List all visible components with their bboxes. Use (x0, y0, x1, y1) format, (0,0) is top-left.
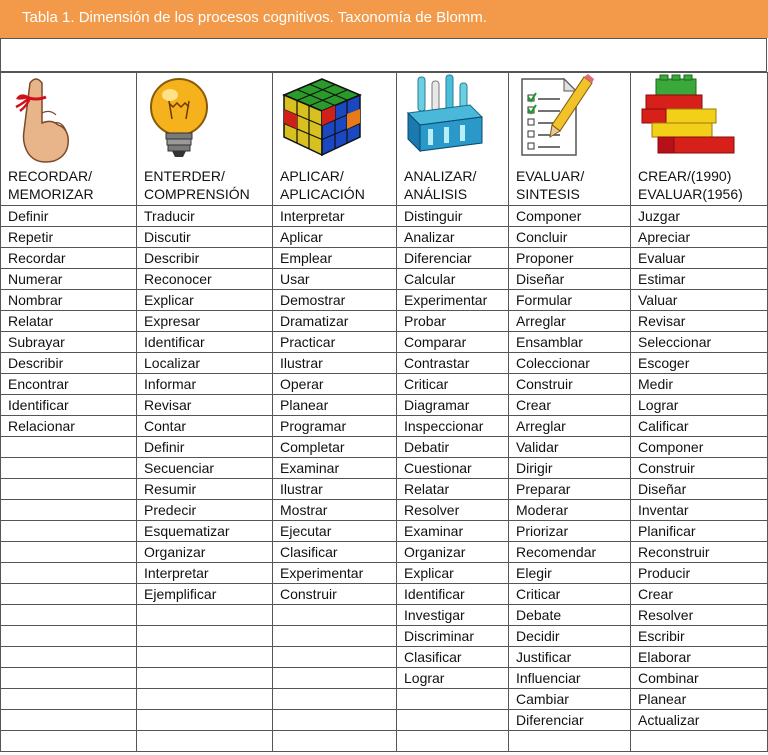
table-cell (273, 710, 397, 731)
table-cell: Experimentar (273, 563, 397, 584)
table-cell: Contrastar (397, 353, 509, 374)
table-cell: Dirigir (509, 458, 631, 479)
table-cell: Ejemplificar (137, 584, 273, 605)
table-cell: Resolver (397, 500, 509, 521)
table-cell: Practicar (273, 332, 397, 353)
table-cell (1, 605, 137, 626)
column-header-line2: SINTESIS (516, 186, 580, 202)
table-cell: Resolver (631, 605, 768, 626)
table-cell (1, 521, 137, 542)
table-cell: Validar (509, 437, 631, 458)
table-row (1, 710, 768, 731)
table-cell: Planear (273, 395, 397, 416)
lightbulb-icon (144, 73, 272, 163)
table-cell: Estimar (631, 269, 768, 290)
column-header-line2: APLICACIÓN (280, 186, 365, 202)
column-header-recordar (1, 73, 137, 206)
table-cell: Concluir (509, 227, 631, 248)
table-cell: Justificar (509, 647, 631, 668)
table-row (1, 437, 768, 458)
table-cell: Combinar (631, 668, 768, 689)
table-cell: Planificar (631, 521, 768, 542)
table-cell (1, 479, 137, 500)
checklist-pencil-icon (516, 73, 630, 163)
table-row (1, 227, 768, 248)
table-cell: Diferenciar (509, 710, 631, 731)
table-cell (1, 500, 137, 521)
table-cell: Ejecutar (273, 521, 397, 542)
table-cell: Aplicar (273, 227, 397, 248)
table-cell: Discutir (137, 227, 273, 248)
table-cell (273, 647, 397, 668)
column-header-entender (137, 73, 273, 206)
table-cell (273, 668, 397, 689)
table-cell: Crear (509, 395, 631, 416)
table-cell: Completar (273, 437, 397, 458)
table-row (1, 647, 768, 668)
table-cell: Organizar (397, 542, 509, 563)
table-row (1, 416, 768, 437)
column-header-line1: EVALUAR/ (516, 168, 585, 184)
table-cell: Investigar (397, 605, 509, 626)
table-cell: Explicar (397, 563, 509, 584)
table-cell: Crear (631, 584, 768, 605)
table-cell: Diseñar (509, 269, 631, 290)
table-cell: Comparar (397, 332, 509, 353)
table-cell: Subrayar (1, 332, 137, 353)
column-header-line1: RECORDAR/ (8, 168, 93, 184)
table-cell (273, 605, 397, 626)
table-cell: Identificar (397, 584, 509, 605)
table-cell: Emplear (273, 248, 397, 269)
table-cell (1, 437, 137, 458)
table-row (1, 542, 768, 563)
table-row (1, 311, 768, 332)
table-cell: Nombrar (1, 290, 137, 311)
table-row (1, 458, 768, 479)
table-cell: Ilustrar (273, 353, 397, 374)
table-cell: Preparar (509, 479, 631, 500)
table-cell: Explicar (137, 290, 273, 311)
table-cell: Demostrar (273, 290, 397, 311)
table-cell: Programar (273, 416, 397, 437)
table-row (1, 500, 768, 521)
table-cell: Construir (631, 458, 768, 479)
table-row (1, 374, 768, 395)
table-cell: Ilustrar (273, 479, 397, 500)
table-cell (397, 731, 509, 752)
table-cell: Influenciar (509, 668, 631, 689)
table-row (1, 563, 768, 584)
table-cell: Debatir (397, 437, 509, 458)
table-cell: Repetir (1, 227, 137, 248)
table-cell (397, 710, 509, 731)
table-cell (273, 689, 397, 710)
table-cell: Describir (137, 248, 273, 269)
table-body (1, 206, 768, 752)
table-cell: Encontrar (1, 374, 137, 395)
table-cell (1, 647, 137, 668)
table-cell: Reconstruir (631, 542, 768, 563)
table-row (1, 605, 768, 626)
table-row (1, 269, 768, 290)
table-cell: Clasificar (273, 542, 397, 563)
table-cell: Ensamblar (509, 332, 631, 353)
table-row (1, 584, 768, 605)
column-header-crear (631, 73, 768, 206)
table-cell: Expresar (137, 311, 273, 332)
table-cell: Revisar (137, 395, 273, 416)
table-cell: Formular (509, 290, 631, 311)
table-cell (1, 710, 137, 731)
table-cell: Describir (1, 353, 137, 374)
table-cell: Numerar (1, 269, 137, 290)
table-cell: Construir (509, 374, 631, 395)
table-cell: Relatar (397, 479, 509, 500)
table-cell: Diagramar (397, 395, 509, 416)
table-cell: Resumir (137, 479, 273, 500)
table-cell (631, 731, 768, 752)
table-row (1, 206, 768, 227)
table-cell: Secuenciar (137, 458, 273, 479)
table-cell: Moderar (509, 500, 631, 521)
table-cell (137, 626, 273, 647)
table-cell: Elegir (509, 563, 631, 584)
table-row (1, 689, 768, 710)
table-cell: Recomendar (509, 542, 631, 563)
table-cell: Planear (631, 689, 768, 710)
table-cell: Diferenciar (397, 248, 509, 269)
table-cell: Identificar (137, 332, 273, 353)
table-cell (137, 731, 273, 752)
table-cell: Arreglar (509, 416, 631, 437)
table-cell: Medir (631, 374, 768, 395)
table-cell (1, 458, 137, 479)
table-cell: Cambiar (509, 689, 631, 710)
table-cell: Operar (273, 374, 397, 395)
table-cell: Calcular (397, 269, 509, 290)
table-cell: Informar (137, 374, 273, 395)
table-cell: Inventar (631, 500, 768, 521)
table-cell: Examinar (273, 458, 397, 479)
column-header-aplicar (273, 73, 397, 206)
table-cell (1, 584, 137, 605)
table-cell: Criticar (397, 374, 509, 395)
table-cell: Traducir (137, 206, 273, 227)
column-header-line1: ENTERDER/ (144, 168, 225, 184)
table-cell (1, 668, 137, 689)
table-cell: Componer (631, 437, 768, 458)
table-cell: Recordar (1, 248, 137, 269)
table-row (1, 626, 768, 647)
column-header-line1: CREAR/(1990) (638, 168, 732, 184)
table-cell: Proponer (509, 248, 631, 269)
table-cell: Usar (273, 269, 397, 290)
table-cell: Relacionar (1, 416, 137, 437)
table-cell (1, 542, 137, 563)
table-cell: Probar (397, 311, 509, 332)
test-tubes-icon (404, 73, 508, 163)
table-cell: Definir (1, 206, 137, 227)
blank-header-row (0, 38, 767, 72)
table-cell: Organizar (137, 542, 273, 563)
table-cell (137, 689, 273, 710)
table-cell (1, 626, 137, 647)
table-cell: Decidir (509, 626, 631, 647)
table-cell: Analizar (397, 227, 509, 248)
taxonomy-table (0, 72, 768, 752)
table-cell: Actualizar (631, 710, 768, 731)
table-cell (137, 668, 273, 689)
table-cell: Predecir (137, 500, 273, 521)
column-header-line2: EVALUAR(1956) (638, 186, 743, 202)
table-row (1, 248, 768, 269)
rubiks-cube-icon (280, 73, 396, 163)
table-cell (509, 731, 631, 752)
table-cell (137, 605, 273, 626)
table-cell: Clasificar (397, 647, 509, 668)
column-header-line2: MEMORIZAR (8, 186, 94, 202)
table-cell: Distinguir (397, 206, 509, 227)
finger-string-icon (8, 73, 136, 163)
table-cell: Mostrar (273, 500, 397, 521)
table-cell: Calificar (631, 416, 768, 437)
column-header-line1: APLICAR/ (280, 168, 344, 184)
table-cell: Apreciar (631, 227, 768, 248)
table-cell: Juzgar (631, 206, 768, 227)
table-cell: Lograr (397, 668, 509, 689)
table-cell: Inspeccionar (397, 416, 509, 437)
column-header-line1: ANALIZAR/ (404, 168, 477, 184)
table-cell: Priorizar (509, 521, 631, 542)
table-row (1, 290, 768, 311)
table-cell: Experimentar (397, 290, 509, 311)
table-cell (273, 626, 397, 647)
table-cell: Escoger (631, 353, 768, 374)
table-cell (397, 689, 509, 710)
lego-blocks-icon (638, 73, 767, 163)
table-cell: Contar (137, 416, 273, 437)
table-cell: Interpretar (137, 563, 273, 584)
table-row (1, 353, 768, 374)
table-cell: Discriminar (397, 626, 509, 647)
table-cell: Interpretar (273, 206, 397, 227)
table-cell: Diseñar (631, 479, 768, 500)
table-cell: Elaborar (631, 647, 768, 668)
table-cell: Esquematizar (137, 521, 273, 542)
table-caption: Tabla 1. Dimensión de los procesos cognitivos. Taxonomía de Blomm. (0, 0, 768, 38)
column-header-analizar (397, 73, 509, 206)
table-cell: Identificar (1, 395, 137, 416)
table-cell: Construir (273, 584, 397, 605)
column-header-line2: COMPRENSIÓN (144, 186, 250, 202)
table-cell: Componer (509, 206, 631, 227)
table-cell: Revisar (631, 311, 768, 332)
table-cell (137, 710, 273, 731)
table-cell: Producir (631, 563, 768, 584)
table-cell (273, 731, 397, 752)
table-cell: Criticar (509, 584, 631, 605)
table-row (1, 731, 768, 752)
table-cell: Coleccionar (509, 353, 631, 374)
table-cell: Relatar (1, 311, 137, 332)
table-row (1, 521, 768, 542)
column-header-row (1, 73, 768, 206)
column-header-evaluar (509, 73, 631, 206)
table-cell: Localizar (137, 353, 273, 374)
table-row (1, 668, 768, 689)
table-cell: Evaluar (631, 248, 768, 269)
table-cell: Escribir (631, 626, 768, 647)
table-cell: Dramatizar (273, 311, 397, 332)
table-cell: Valuar (631, 290, 768, 311)
table-row (1, 479, 768, 500)
table-cell (137, 647, 273, 668)
table-cell: Seleccionar (631, 332, 768, 353)
table-cell: Definir (137, 437, 273, 458)
table-cell: Examinar (397, 521, 509, 542)
table-cell: Debate (509, 605, 631, 626)
table-cell (1, 731, 137, 752)
table-cell (1, 563, 137, 584)
table-row (1, 332, 768, 353)
table-row (1, 395, 768, 416)
table-cell (1, 689, 137, 710)
table-cell: Arreglar (509, 311, 631, 332)
table-cell: Lograr (631, 395, 768, 416)
column-header-line2: ANÁLISIS (404, 186, 468, 202)
table-cell: Cuestionar (397, 458, 509, 479)
table-cell: Reconocer (137, 269, 273, 290)
